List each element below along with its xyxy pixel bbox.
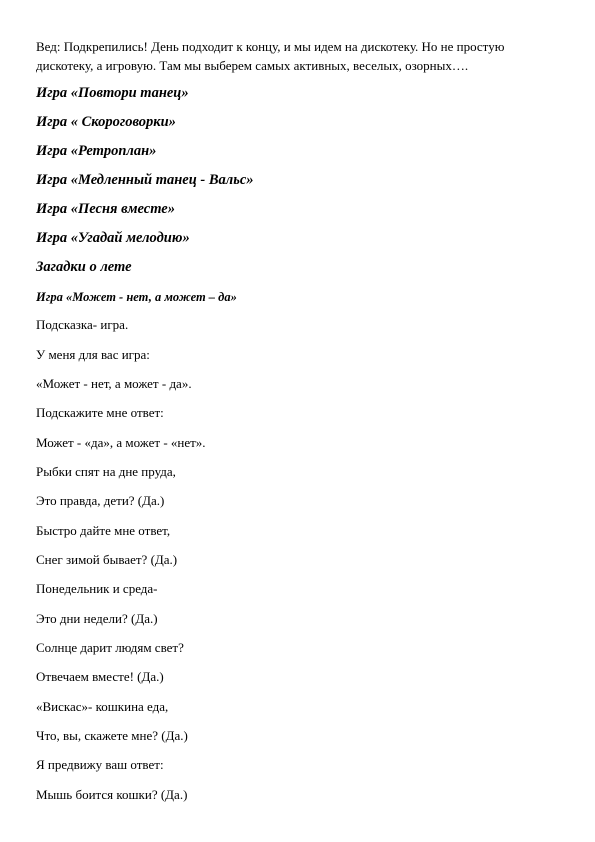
text-line: Я предвижу ваш ответ: <box>36 757 164 772</box>
text-line: Подсказка- игра. <box>36 317 129 332</box>
heading-game-guess-melody: Игра «Угадай мелодию» <box>36 230 190 246</box>
text-line: У меня для вас игра: <box>36 347 150 362</box>
text-line: «Может - нет, а может - да». <box>36 376 192 391</box>
text-line: Снег зимой бывает? (Да.) <box>36 552 178 567</box>
heading-game-repeat-dance: Игра «Повтори танец» <box>36 85 189 101</box>
text-line: Солнце дарит людям свет? <box>36 640 184 655</box>
text-line: Подскажите мне ответ: <box>36 405 164 420</box>
text-line: Быстро дайте мне ответ, <box>36 523 171 538</box>
heading-game-tongue-twisters: Игра « Скороговорки» <box>36 114 176 130</box>
text-line: Отвечаем вместе! (Да.) <box>36 669 164 684</box>
text-line: Мышь боится кошки? (Да.) <box>36 787 188 802</box>
intro-paragraph: Вед: Подкрепились! День подходит к концу, и мы идем на дискотеку. Но не простую дискотеку, а игровую. Там мы выберем самых активных, веселых, озорных…. <box>36 39 505 73</box>
text-line: «Вискас»- кошкина еда, <box>36 699 169 714</box>
text-line: Может - «да», а может - «нет». <box>36 435 206 450</box>
heading-game-song-together: Игра «Песня вместе» <box>36 201 175 217</box>
heading-game-slow-dance-waltz: Игра «Медленный танец - Вальс» <box>36 172 254 188</box>
heading-game-retroplan: Игра «Ретроплан» <box>36 143 157 159</box>
text-line: Это правда, дети? (Да.) <box>36 493 165 508</box>
text-line: Рыбки спят на дне пруда, <box>36 464 176 479</box>
text-line: Что, вы, скажете мне? (Да.) <box>36 728 188 743</box>
heading-game-maybe-no-maybe-yes: Игра «Может - нет, а может – да» <box>36 290 237 304</box>
heading-summer-riddles: Загадки о лете <box>36 259 132 275</box>
text-line: Понедельник и среда- <box>36 581 158 596</box>
text-line: Это дни недели? (Да.) <box>36 611 158 626</box>
